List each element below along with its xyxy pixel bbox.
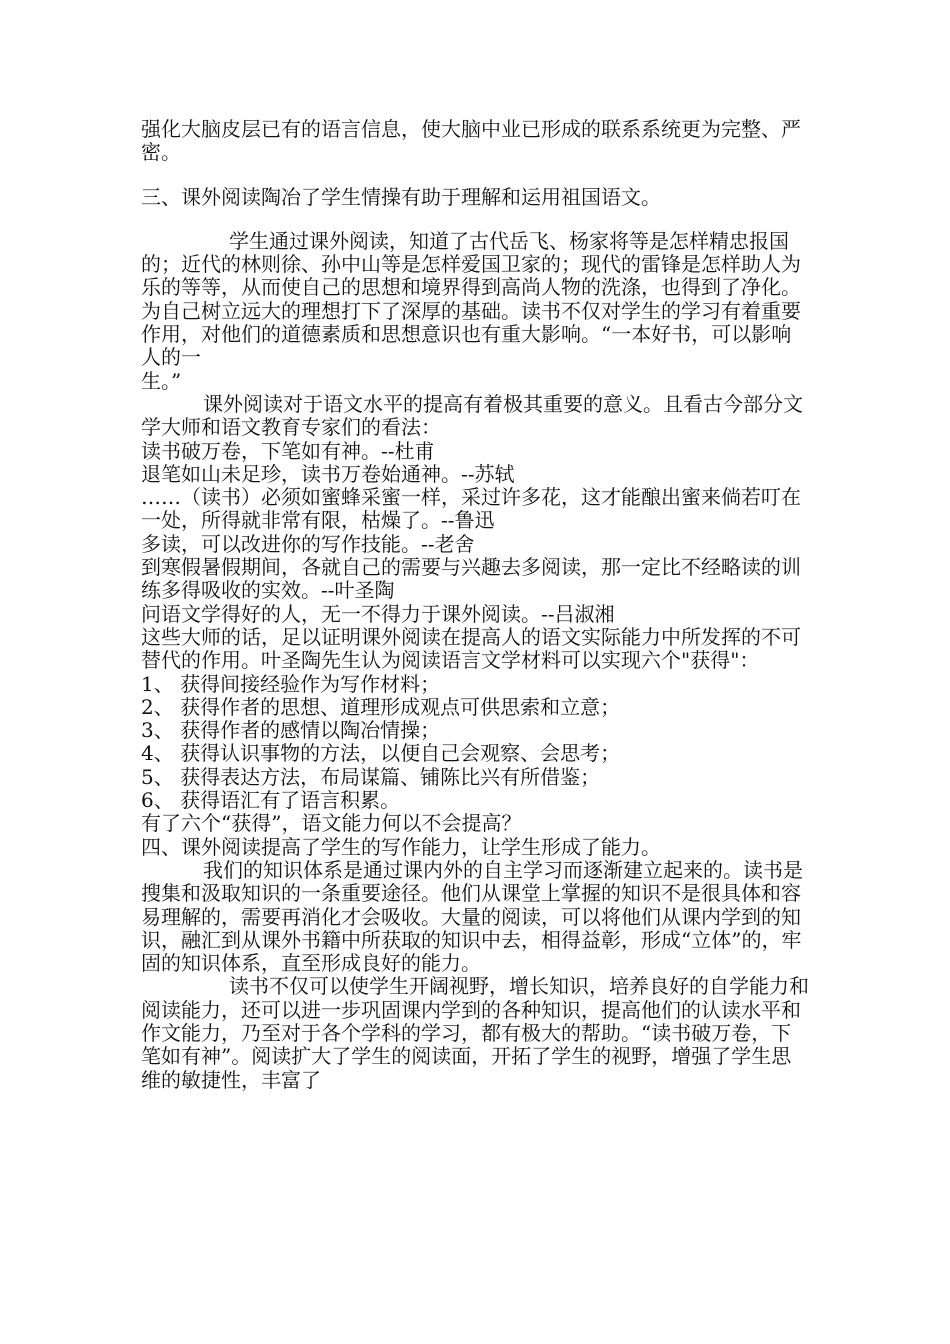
list-item-3: 3、 获得作者的感情以陶冶情操； xyxy=(141,718,441,743)
quote-lu-xun: ……（读书）必须如蜜蜂采蜜一样，采过许多花，这才能酿出蜜来倘若叮在一处，所得就非常有限，枯燥了。--鲁迅 xyxy=(141,485,801,533)
list-item-4: 4、 获得认识事物的方法，以便自己会观察、会思考； xyxy=(141,741,621,766)
quote-lao-she: 多读，可以改进你的写作技能。--老舍 xyxy=(141,531,475,556)
quote-lv-shuxiang: 问语文学得好的人，无一不得力于课外阅读。--吕淑湘 xyxy=(141,601,615,626)
quote-du-fu: 读书破万卷，下笔如有神。--杜甫 xyxy=(141,438,435,463)
paragraph-heroes: 学生通过课外阅读，知道了古代岳飞、杨家将等是怎样精忠报国的；近代的林则徐、孙中山等是怎样爱国卫家的；现代的雷锋是怎样助人为乐的等等，从而使自己的思想和境界得到高尚人物的洗涤，也得到了净化。为自己树立远大的理想打下了深厚的基础。读书不仅对学生的学习有着重要作用，对他们的道德素质和思想意识也有重大影响。“一本好书，可以影响人的一 xyxy=(141,228,801,370)
paragraph-knowledge-system: 我们的知识体系是通过课内外的自主学习而逐渐建立起来的。读书是搜集和汲取知识的一条重要途径。他们从课堂上掌握的知识不是很具体和容易理解的，需要再消化才会吸收。大量的阅读，可以将他们从课内学到的知识，融汇到从课外书籍中所获取的知识中去，相得益彰，形成“立体”的，牢固的知识体系，直至形成良好的能力。 xyxy=(141,857,803,976)
list-item-5: 5、 获得表达方法，布局谋篇、铺陈比兴有所借鉴； xyxy=(141,764,601,789)
paragraph-six-gains-intro: 这些大师的话，足以证明课外阅读在提高人的语文实际能力中所发挥的不可替代的作用。叶圣陶先生认为阅读语言文学材料可以实现六个"获得"： xyxy=(141,624,801,673)
section-heading-3: 三、课外阅读陶冶了学生情操有助于理解和运用祖国语文。 xyxy=(141,184,661,209)
paragraph-reading-benefits: 读书不仅可以使学生开阔视野，增长知识，培养良好的自学能力和阅读能力，还可以进一步巩固课内学到的各种知识，提高他们的认读水平和作文能力，乃至对于各个学科的学习，都有极大的帮助。“读书破万卷，下笔如有神”。阅读扩大了学生的阅读面，开拓了学生的视野，增强了学生思维的敏捷性，丰富了 xyxy=(141,974,809,1092)
list-item-2: 2、 获得作者的思想、道理形成观点可供思索和立意； xyxy=(141,694,621,719)
document-page xyxy=(141,118,811,1092)
paragraph-six-gains-conclusion: 有了六个“获得”，语文能力何以不会提高？ xyxy=(141,811,522,836)
paragraph-heroes-end: 生。” xyxy=(141,368,182,393)
quote-ye-shengtao: 到寒假暑假期间，各就自己的需要与兴趣去多阅读，那一定比不经略读的训练多得吸收的实效。--叶圣陶 xyxy=(141,555,801,603)
list-item-6: 6、 获得语汇有了语言积累。 xyxy=(141,788,401,813)
paragraph-continuation: 强化大脑皮层已有的语言信息，使大脑中业已形成的联系系统更为完整、严密。 xyxy=(141,117,801,165)
quote-su-shi: 退笔如山未足珍，读书万卷始通神。--苏轼 xyxy=(141,461,515,486)
list-item-1: 1、 获得间接经验作为写作材料； xyxy=(141,671,441,696)
section-heading-4: 四、课外阅读提高了学生的写作能力，让学生形成了能力。 xyxy=(141,834,661,859)
paragraph-intro-quotes: 课外阅读对于语文水平的提高有着极其重要的意义。且看古今部分文学大师和语文教育专家们的看法： xyxy=(141,391,803,440)
